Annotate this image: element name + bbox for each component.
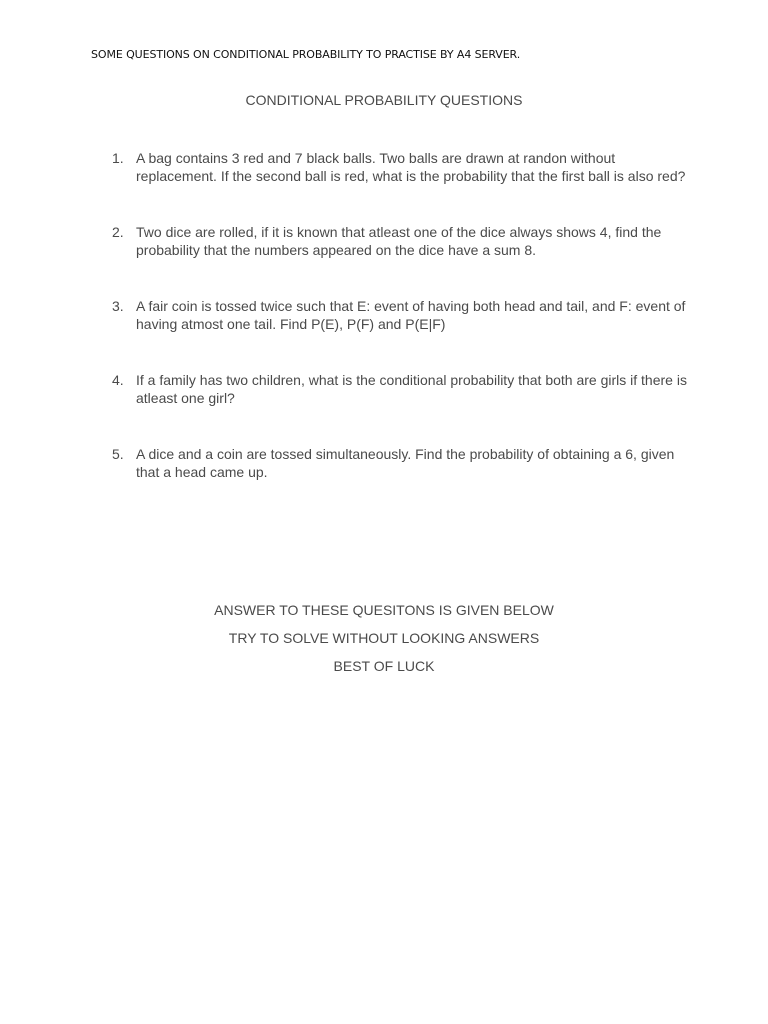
- document-header: SOME QUESTIONS ON CONDITIONAL PROBABILITY TO PRACTISE BY A4 SERVER.: [91, 48, 521, 61]
- question-item-1: [110, 149, 690, 185]
- question-item-4: [110, 371, 690, 407]
- question-number: 2.: [112, 224, 124, 240]
- question-number: 3.: [112, 298, 124, 314]
- question-text: A bag contains 3 red and 7 black balls. Two balls are drawn at randon without replacement. If the second ball is red, what is the probability that the first ball is also red?: [136, 150, 686, 184]
- question-item-2: [110, 223, 690, 259]
- advice-line: TRY TO SOLVE WITHOUT LOOKING ANSWERS: [228, 630, 540, 646]
- question-number: 5.: [112, 446, 124, 462]
- question-text: Two dice are rolled, if it is known that atleast one of the dice always shows 4, find the probability that the numbers appeared on the dice have a sum 8.: [136, 224, 662, 258]
- question-text: A dice and a coin are tossed simultaneously. Find the probability of obtaining a 6, given that a head came up.: [136, 446, 675, 480]
- question-list: [110, 149, 690, 519]
- question-item-5: [110, 445, 690, 481]
- question-number: 1.: [112, 150, 124, 166]
- question-text: If a family has two children, what is the conditional probability that both are girls if there is atleast one girl?: [136, 372, 687, 406]
- question-number: 4.: [112, 372, 124, 388]
- question-text: A fair coin is tossed twice such that E: event of having both head and tail, and F: event of having atmost one tail. Find P(E), P(F) and P(E|F): [136, 298, 686, 332]
- good-luck-line: BEST OF LUCK: [333, 658, 435, 674]
- page-title: CONDITIONAL PROBABILITY QUESTIONS: [245, 92, 523, 108]
- question-item-3: [110, 297, 690, 333]
- answer-notice: [0, 601, 768, 685]
- answer-notice-line: ANSWER TO THESE QUESITONS IS GIVEN BELOW: [214, 602, 554, 618]
